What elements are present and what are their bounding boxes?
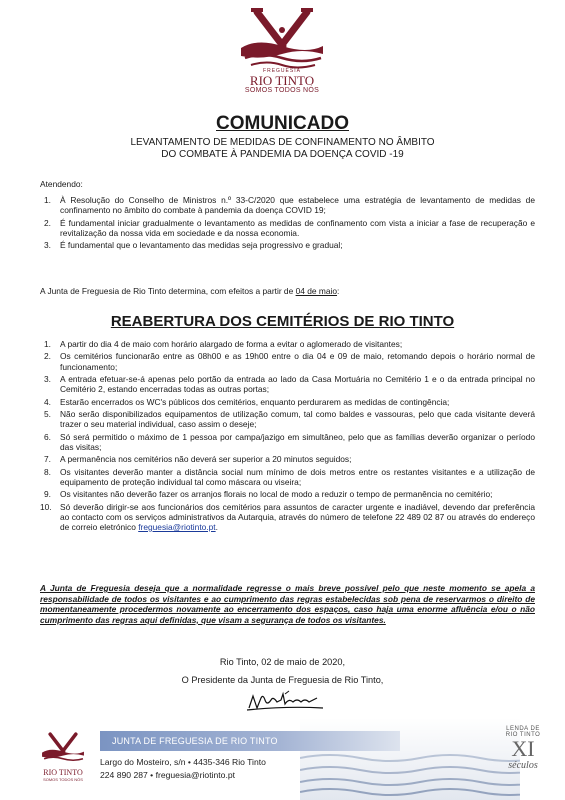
rule10-end: . (215, 521, 218, 532)
determination-text (40, 286, 339, 296)
crossed-swords-waves-icon (237, 8, 327, 70)
considerations-list (40, 195, 535, 253)
item-text: Os cemitérios funcionarão entre as 08h00 e as 19h00 entre o dia 04 e 09 de maio, retomando depois o horário normal de funcionamento; (60, 351, 535, 372)
list-item (40, 467, 535, 487)
list-item (40, 351, 535, 371)
document-subtitle (0, 137, 565, 161)
item-text: É fundamental iniciar gradualmente o levantamento as medidas de confinamento com vista a iniciar a fase de recuperação e revitalização da nossa vida em sociedade e da nossa economia. (60, 217, 535, 238)
list-item (40, 432, 535, 452)
item-number: 3. (44, 240, 51, 251)
determination-date: 04 de maio (295, 286, 338, 296)
list-item (40, 218, 535, 238)
item-text: É fundamental que o levantamento das medidas seja progressivo e gradual; (60, 240, 343, 251)
footer-address-block (100, 756, 266, 782)
logo-freguesia-text: FREGUESIA (263, 68, 301, 74)
item-number: 5. (44, 408, 51, 419)
list-item (40, 240, 535, 250)
intro-text: Atendendo: (40, 179, 83, 189)
determination-suffix: : (337, 286, 340, 296)
item-number: 4. (44, 396, 51, 407)
item-text: A partir do dia 4 de maio com horário alargado de forma a evitar o aglomerado de visitantes; (60, 339, 403, 349)
footer-address: Largo do Mosteiro, s/n • 4435-346 Rio Tinto (100, 757, 266, 767)
item-text: Os visitantes não deverão fazer os arranjos florais no local de modo a reduzir o tempo de permanência no cemitério; (60, 489, 493, 500)
lenda-seculos: séculos (508, 760, 538, 771)
item-number: 2. (44, 217, 51, 228)
rule10-text: Só deverão dirigir-se aos funcionários dos cemitérios para assuntos de caracter urgente e inadiável, devendo dar preferência ao contacto com os serviços administrativos da Autarquia, através do número de telefone 22 489 02 87 ou através do endereço de correio eletrónico (60, 501, 535, 532)
list-item (40, 454, 535, 464)
item-text (60, 502, 535, 533)
logo-tagline: SOMOS TODOS NÓS (244, 87, 320, 94)
email-link[interactable]: freguesia@riotinto.pt (138, 521, 216, 532)
item-number: 6. (44, 431, 51, 442)
notice-paragraph: A Junta de Freguesia deseja que a normalidade regresse o mais breve possível pelo que neste momento se apela a responsabilidade de todos os visitantes e ao cumprimento das regras estabelecidas sob pena de reservarmos o direito de momentaneamente procedermos novamente ao encerramento dos espaços, caso haja uma enorme afluência e/ou o não cumprimento das regras aqui definidas, que visam a segurança de todos os visitantes. (40, 583, 535, 625)
item-number: 9. (44, 489, 51, 500)
subtitle-line: DO COMBATE À PANDEMIA DA DOENÇA COVID -19 (161, 149, 404, 160)
rules-list (40, 339, 535, 534)
item-number: 2. (44, 351, 51, 362)
list-item (40, 339, 535, 349)
list-item (40, 397, 535, 407)
list-item (40, 502, 535, 533)
subtitle-line: LEVANTAMENTO DE MEDIDAS DE CONFINAMENTO NO ÂMBITO (130, 137, 435, 148)
list-item (40, 374, 535, 394)
item-text: Não serão disponibilizados equipamentos de utilização comum, tal como baldes e vassouras, pelo que cada visitante deverá trazer o seu material individual, caso assim o deseje; (60, 408, 535, 430)
footer-title: JUNTA DE FREGUESIA DE RIO TINTO (112, 736, 278, 746)
lenda-numeral: XI (511, 736, 535, 761)
footer (0, 718, 565, 800)
lenda-line2: RIO TINTO (505, 732, 541, 738)
item-number: 1. (44, 339, 51, 349)
item-number: 8. (44, 466, 51, 477)
footer-title-band (100, 731, 400, 751)
item-text: A entrada efetuar-se-á apenas pelo portão da entrada ao lado da Casa Mortuária no Cemitério 1 e o da entrada principal no Cemitério 2, estando encerradas todas as outras portas; (60, 373, 535, 395)
signature-line: O Presidente da Junta de Freguesia de Rio Tinto, (181, 675, 384, 685)
lenda-line1: LENDA DE (506, 726, 540, 732)
footer-logo (28, 732, 98, 782)
section-title: REABERTURA DOS CEMITÉRIOS DE RIO TINTO (110, 313, 455, 330)
item-number: 3. (44, 373, 51, 384)
list-item (40, 195, 535, 215)
rio-tinto-logo (222, 8, 342, 103)
document-title: COMUNICADO (216, 113, 349, 134)
footer-contacts: 224 890 287 • freguesia@riotinto.pt (100, 770, 235, 780)
determination-prefix: A Junta de Freguesia de Rio Tinto determina, com efeitos a partir de (40, 286, 296, 296)
list-item (40, 409, 535, 429)
item-number: 7. (44, 454, 51, 465)
item-text: Estarão encerrados os WC's públicos dos cemitérios, enquanto perdurarem as medidas de contingência; (60, 396, 450, 407)
date-line: Rio Tinto, 02 de maio de 2020, (219, 657, 346, 667)
item-text: Só será permitido o máximo de 1 pessoa por campa/jazigo em simultâneo, pelo que as famílias deverão organizar o período das visitas; (60, 431, 535, 452)
handwritten-signature (245, 688, 325, 716)
item-text: Os visitantes deverão manter a distância social num mínimo de dois metros entre os restantes visitantes e a utilização de equipamento de proteção individual tal como máscara ou viseira; (60, 466, 535, 487)
logo-name: RIO TINTO (249, 73, 315, 88)
list-item (40, 489, 535, 499)
item-text: À Resolução do Conselho de Ministros n.º 33-C/2020 que estabelece uma estratégia de levantamento de medidas de confinamento no âmbito do combate à pandemia da doença COVID 19; (60, 195, 535, 216)
lenda-rio-tinto-logo (488, 718, 558, 798)
item-text: A permanência nos cemitérios não deverá ser superior a 20 minutos seguidos; (60, 454, 352, 465)
footer-logo-name: RIO TINTO (43, 768, 83, 777)
item-number: 1. (44, 195, 51, 205)
footer-logo-tagline: SOMOS TODOS NÓS (43, 777, 83, 782)
item-number: 10. (40, 501, 52, 512)
crossed-swords-waves-icon (40, 732, 86, 764)
